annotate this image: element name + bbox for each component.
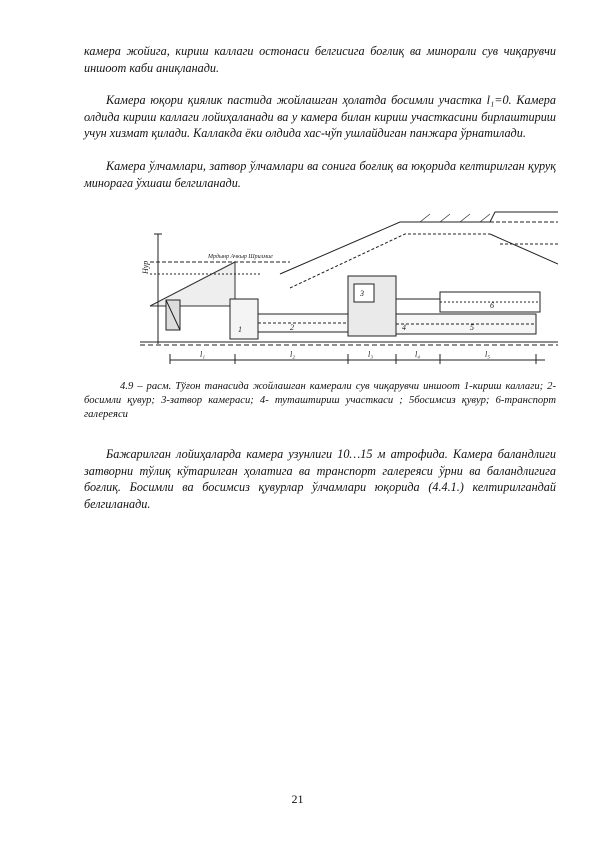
paragraph-3: Камера ўлчамлари, затвор ўлчамлари ва сонига боғлиқ ва юқорида келтирилган қуруқ минорага ўхшаш белгиланади. xyxy=(84,159,556,190)
water-level-label: Мрдынр Ачкыр Шрилмие xyxy=(208,254,273,260)
dim-l1: l₁ xyxy=(200,350,206,359)
page-number: 21 xyxy=(291,792,304,806)
mark-6: 6 xyxy=(490,301,494,310)
dim-l4: l₄ xyxy=(415,350,421,359)
paragraph-1: камера жойига, кириш каллаги остонаси белгисига боғлиқ ва минорали сув чиқарувчи иншоот каби аниқланади. xyxy=(84,44,556,75)
mark-2: 2 xyxy=(290,323,294,332)
paragraph-2: Камера юқори қиялик пастида жойлашган ҳолатда босимли участка l₁=0. Камера олдида кириш каллаги лойиҳаланади ва у камера билан кириш участкасини бирлаштириш учун хизмат қилади. Каллакда ёки олдида хас-чўп ушлайдиган панжара ўрнатилади. xyxy=(84,93,556,141)
figure-caption: 4.9 – расм. Тўғон танасида жойлашган камерали сув чиқарувчи иншоот 1-кириш каллаги; 2-босимли қувур; 3-затвор камераси; 4- туташтириш участкаси ; 5босимсиз қувур; 6-транспорт галереяси xyxy=(84,381,556,420)
dim-l2: l₂ xyxy=(290,350,296,359)
mark-3: 3 xyxy=(360,289,364,298)
mark-4: 4 xyxy=(402,323,406,332)
dim-l3: l₃ xyxy=(368,350,374,359)
figure-dam-outlet-diagram xyxy=(140,204,558,374)
mark-1: 1 xyxy=(238,325,242,334)
dim-l5: l₅ xyxy=(485,350,491,359)
paragraph-4: Бажарилган лойиҳаларда камера узунлиги 10…15 м атрофида. Камера баландлиги затворни тўлиқ кўтарилган ҳолатига ва транспорт галереяси ўрни ва баландлигига боғлиқ. Босимли ва босимсиз қувурлар ўлчамлари юқорида (4.4.1.) келтирилгандай белгиланади. xyxy=(84,447,556,511)
h-label: Нур xyxy=(141,260,150,274)
mark-5: 5 xyxy=(470,323,474,332)
